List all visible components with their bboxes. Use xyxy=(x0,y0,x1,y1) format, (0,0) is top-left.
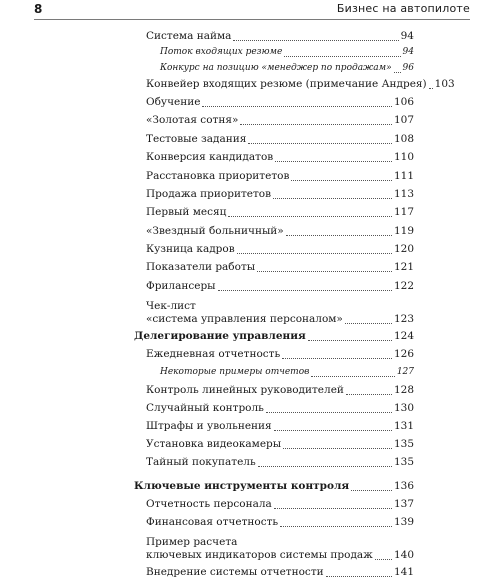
toc-entry-title: Первый месяц xyxy=(146,206,227,218)
dot-leader xyxy=(274,421,392,431)
dot-leader xyxy=(345,314,392,324)
toc-entry-page: 111 xyxy=(393,170,414,182)
toc-entry-page: 96 xyxy=(402,63,414,73)
toc-entry-page: 103 xyxy=(434,78,455,90)
toc-entry-page: 139 xyxy=(393,516,414,528)
toc-entry-page: 130 xyxy=(393,402,414,414)
toc-entry-page: 122 xyxy=(393,280,414,292)
toc-entry-page: 119 xyxy=(393,225,414,237)
toc-entry-page: 110 xyxy=(393,151,414,163)
toc-entry-title: Расстановка приоритетов xyxy=(146,170,290,182)
toc-entry-page: 120 xyxy=(393,243,414,255)
toc-entry-title: Конвейер входящих резюме (примечание Андрея) xyxy=(146,78,427,90)
dot-leader xyxy=(280,517,392,527)
dot-leader xyxy=(266,403,392,413)
dot-leader xyxy=(202,97,391,107)
toc-entry-page: 113 xyxy=(393,188,414,200)
toc-entry-title: Поток входящих резюме xyxy=(160,47,283,57)
toc-entry-title: ключевых индикаторов системы продаж xyxy=(146,549,373,561)
dot-leader xyxy=(311,367,394,377)
toc-entry-page: 123 xyxy=(393,313,414,325)
header-divider xyxy=(34,19,470,20)
toc-entry-page: 94 xyxy=(400,30,414,42)
dot-leader xyxy=(308,331,392,341)
dot-leader xyxy=(228,207,392,217)
running-title: Бизнес на автопилоте xyxy=(336,2,470,15)
dot-leader xyxy=(257,262,392,272)
toc-entry-title: Система найма xyxy=(146,30,232,42)
dot-leader xyxy=(248,134,392,144)
toc-entry-page: 108 xyxy=(393,133,414,145)
toc-entry-title: Обучение xyxy=(146,96,201,108)
toc-entry-title: Установка видеокамеры xyxy=(146,438,282,450)
dot-leader xyxy=(237,244,392,254)
toc-entry-title: Тайный покупатель xyxy=(146,456,256,468)
dot-leader xyxy=(240,115,392,125)
toc-entry-title: Внедрение системы отчетности xyxy=(146,566,324,578)
toc-entry-title: Контроль линейных руководителей xyxy=(146,384,344,396)
dot-leader xyxy=(258,457,392,467)
toc-entry-title-line1: Пример расчета xyxy=(146,536,238,548)
page-number: 8 xyxy=(34,2,43,16)
dot-leader xyxy=(326,567,392,577)
toc-entry-title: Продажа приоритетов xyxy=(146,188,272,200)
toc-entry-page: 136 xyxy=(393,480,414,492)
toc-entry-page: 94 xyxy=(402,47,414,57)
toc-entry-page: 131 xyxy=(393,420,414,432)
dot-leader xyxy=(218,281,392,291)
dot-leader xyxy=(286,226,392,236)
dot-leader xyxy=(275,152,392,162)
toc-entry-title: Отчетность персонала xyxy=(146,498,272,510)
toc-entry-page: 128 xyxy=(393,384,414,396)
toc-entry-page: 141 xyxy=(393,566,414,578)
toc-entry-page: 127 xyxy=(396,367,414,377)
toc-entry-title: Показатели работы xyxy=(146,261,256,273)
toc-entry-title: Финансовая отчетность xyxy=(146,516,279,528)
dot-leader xyxy=(429,79,433,89)
toc-entry-title: Конверсия кандидатов xyxy=(146,151,274,163)
page-header xyxy=(0,0,500,22)
dot-leader xyxy=(351,481,392,491)
toc-entry-title: Делегирование управления xyxy=(134,330,306,342)
dot-leader xyxy=(375,550,392,560)
toc-entry-title: Штрафы и увольнения xyxy=(146,420,272,432)
dot-leader xyxy=(346,385,392,395)
toc-entry-title: «Звездный больничный» xyxy=(146,225,284,237)
dot-leader xyxy=(394,63,401,73)
toc-entry-title: Конкурс на позицию «менеджер по продажам» xyxy=(160,63,392,73)
toc-entry-title: Фрилансеры xyxy=(146,280,216,292)
dot-leader xyxy=(233,31,398,41)
toc-entry-title: «Золотая сотня» xyxy=(146,114,239,126)
dot-leader xyxy=(284,47,400,57)
toc-entry-page: 124 xyxy=(393,330,414,342)
toc-entry-page: 135 xyxy=(393,438,414,450)
toc-entry-title: Случайный контроль xyxy=(146,402,264,414)
toc-entry-title: Некоторые примеры отчетов xyxy=(160,367,310,377)
toc-entry-page: 137 xyxy=(393,498,414,510)
toc-entry-page: 117 xyxy=(393,206,414,218)
dot-leader xyxy=(282,349,392,359)
toc-entry-title-line1: Чек-лист xyxy=(146,300,196,312)
dot-leader xyxy=(291,171,392,181)
toc-entry-title: Ключевые инструменты контроля xyxy=(134,480,350,492)
toc-entry-page: 121 xyxy=(393,261,414,273)
toc-entry-title: Ежедневная отчетность xyxy=(146,348,281,360)
toc-entry-title: Кузница кадров xyxy=(146,243,235,255)
toc-entry-title: Тестовые задания xyxy=(146,133,247,145)
toc-entry-page: 106 xyxy=(393,96,414,108)
toc-entry-page: 107 xyxy=(393,114,414,126)
toc-entry-title: «система управления персоналом» xyxy=(146,313,343,325)
dot-leader xyxy=(274,499,392,509)
dot-leader xyxy=(273,189,392,199)
toc-entry-page: 140 xyxy=(393,549,414,561)
dot-leader xyxy=(283,439,392,449)
toc-entry-page: 135 xyxy=(393,456,414,468)
toc-entry-page: 126 xyxy=(393,348,414,360)
